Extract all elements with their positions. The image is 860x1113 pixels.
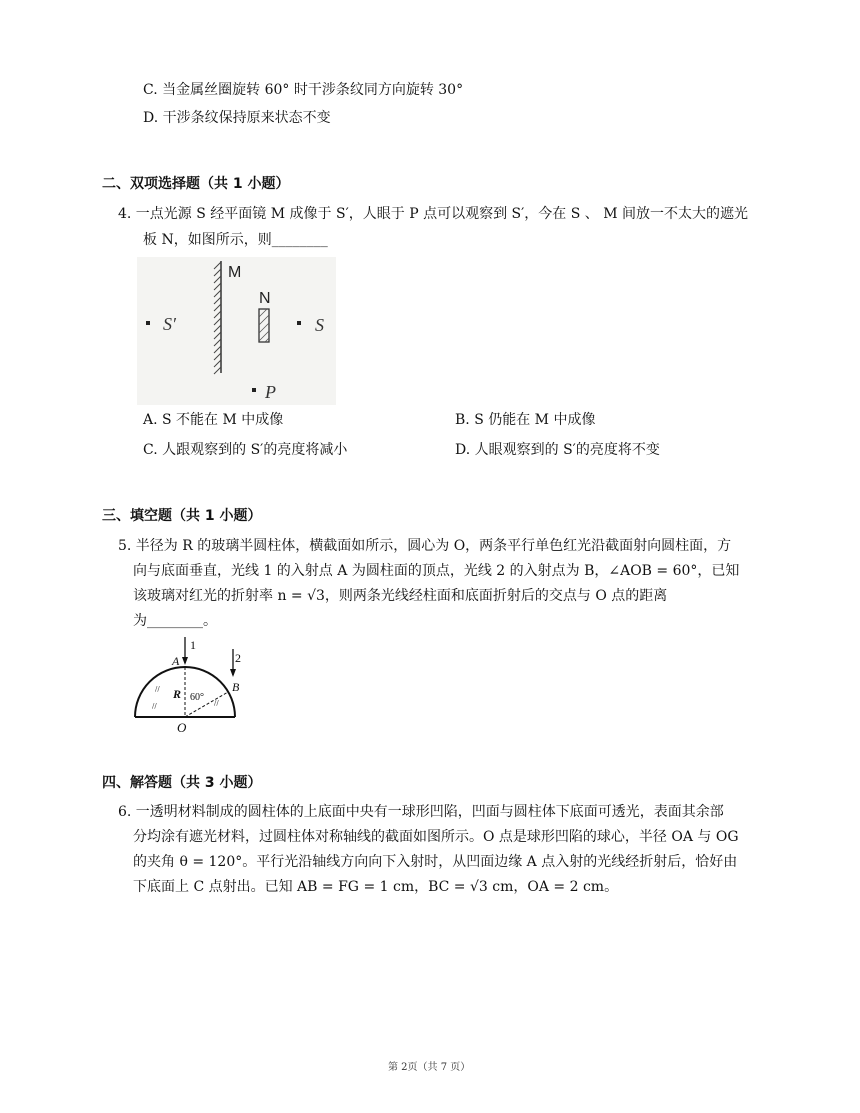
- q4-line-1: 4. 一点光源 S 经平面镜 M 成像于 S′，人眼于 P 点可以观察到 S′，今在 S 、 M 间放一不太大的遮光: [118, 206, 749, 222]
- q6-line-2: 分均涂有遮光材料，过圆柱体对称轴线的截面如图所示。O 点是球形凹陷的球心，半径 OA 与 OG: [133, 829, 739, 845]
- q3-option-c: C. 当金属丝圈旋转 60° 时干涉条纹同方向旋转 30°: [143, 82, 464, 98]
- ray-2-arrow: [230, 669, 236, 677]
- section-3-heading: 三、填空题（共 1 小题）: [102, 508, 262, 524]
- label-b: B: [232, 680, 240, 694]
- point-s-prime: [146, 321, 150, 325]
- section-4-heading: 四、解答题（共 3 小题）: [102, 775, 262, 791]
- mirror-hatching: [214, 262, 221, 374]
- glass-mark-1: //: [152, 702, 157, 710]
- section-2-heading: 二、双项选择题（共 1 小题）: [102, 176, 290, 192]
- label-p: P: [265, 382, 276, 402]
- q4-option-a: A. S 不能在 M 中成像: [143, 412, 284, 428]
- q5-line-1: 5. 半径为 R 的玻璃半圆柱体，横截面如所示，圆心为 O，两条平行单色红光沿截面射向圆柱面，方: [118, 538, 732, 554]
- point-p: [252, 388, 256, 392]
- label-r: R: [173, 687, 182, 701]
- glass-mark-3: //: [214, 699, 219, 707]
- q4-option-d: D. 人眼观察到的 S′的亮度将不变: [455, 442, 660, 458]
- label-s-prime: S′: [163, 314, 176, 334]
- label-1: 1: [190, 638, 196, 652]
- screen-n-hatching: [259, 309, 269, 342]
- q5-line-2: 向与底面垂直，光线 1 的入射点 A 为圆柱面的顶点，光线 2 的入射点为 B，∠AOB = 60°，已知: [133, 563, 740, 579]
- q4-figure-svg: [137, 257, 336, 405]
- q3-option-d: D. 干涉条纹保持原来状态不变: [143, 110, 331, 126]
- q4-mirror-figure: [137, 257, 336, 405]
- q4-option-c: C. 人跟观察到的 S′的亮度将减小: [143, 442, 348, 458]
- q4-line-2: 板 N，如图所示，则________: [143, 232, 328, 248]
- label-m: M: [228, 264, 242, 281]
- q6-line-4: 下底面上 C 点射出。已知 AB = FG = 1 cm，BC = √3 cm，OA = 2 cm。: [133, 879, 619, 895]
- q4-option-b: B. S 仍能在 M 中成像: [455, 412, 596, 428]
- q5-semicylinder-figure: [130, 635, 250, 735]
- q5-figure-svg: [130, 635, 250, 735]
- label-a: A: [172, 654, 180, 668]
- q6-line-1: 6. 一透明材料制成的圆柱体的上底面中央有一球形凹陷，凹面与圆柱体下底面可透光，表面其余部: [118, 804, 724, 820]
- glass-mark-2: //: [155, 685, 160, 693]
- label-s: S: [315, 315, 324, 335]
- label-o: O: [177, 720, 187, 735]
- page-footer: 第 2页（共 7 页）: [388, 1062, 471, 1073]
- q5-line-4: 为________。: [133, 613, 217, 629]
- screen-n-rect: [259, 309, 269, 342]
- q6-line-3: 的夹角 θ = 120°。平行光沿轴线方向向下入射时，从凹面边缘 A 点入射的光线经折射后，恰好由: [133, 854, 738, 870]
- label-n: N: [259, 290, 271, 307]
- q5-line-3: 该玻璃对红光的折射率 n = √3，则两条光线经柱面和底面折射后的交点与 O 点的距离: [133, 588, 668, 604]
- label-2: 2: [235, 651, 241, 665]
- point-s: [297, 321, 301, 325]
- ray-1-arrow: [182, 657, 188, 665]
- label-60: 60°: [190, 692, 204, 703]
